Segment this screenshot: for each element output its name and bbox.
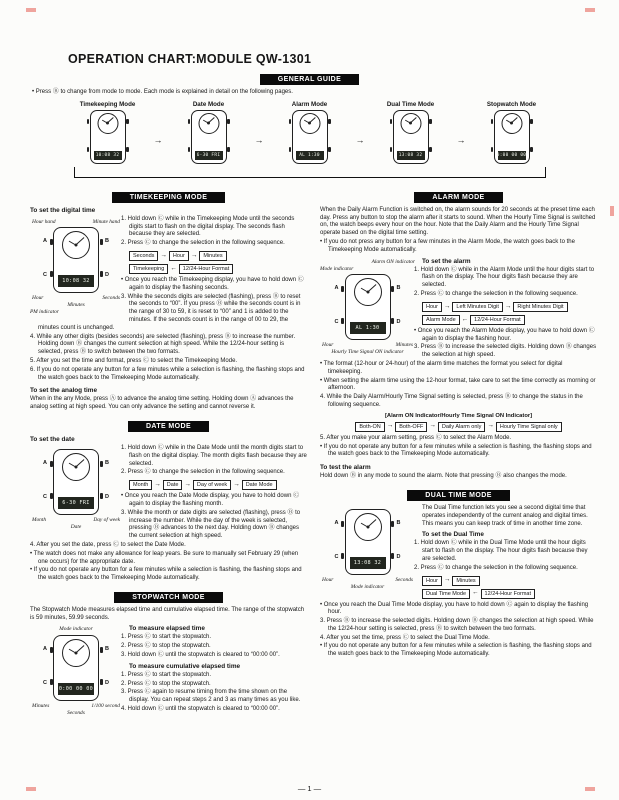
digital-display: AL 1:30 bbox=[350, 322, 386, 334]
analog-dial bbox=[198, 113, 219, 134]
dial-pivot bbox=[75, 651, 78, 654]
flow-step-box: Hour bbox=[422, 302, 442, 312]
button-c bbox=[50, 271, 53, 277]
alarm-step-3-notes bbox=[320, 361, 597, 393]
elapsed-time-title: To measure elapsed time bbox=[129, 625, 205, 633]
left-column bbox=[30, 184, 307, 719]
list-item: 3. Press Ⓒ again to resume timing from the time shown on the display. You can repeat steps 2 and 3 as many times as you like. bbox=[121, 689, 301, 704]
flow-step-box: Right Minutes Digit bbox=[513, 302, 567, 312]
mode-indicator-label: Mode indicator bbox=[350, 584, 385, 591]
digital-display: 13:08 32 bbox=[397, 151, 425, 160]
flow-arrow-icon: → bbox=[160, 251, 167, 259]
right-column bbox=[320, 184, 597, 660]
alarm-intro: When the Daily Alarm Function is switched on, the alarm sounds for 20 seconds at the preset time each day. Press any button to stop the alarm after it starts to sound. When the Hourly Time Signal is switched on, the watch beeps every hour on the hour. Note that the Daily Alarm and the Hourly Time Signal operate based on the digital time setting. bbox=[320, 206, 596, 237]
alarm-selection-flow-return bbox=[422, 315, 597, 325]
analog-dial bbox=[62, 231, 90, 259]
flow-step-box: Dual Time Mode bbox=[422, 589, 470, 599]
watch-button bbox=[188, 147, 191, 152]
list-item: 4. While any other digits (besides seconds) are selected (flashing), press Ⓑ to increase the number. Holding down Ⓑ changes the current selection at high speed. While the 12/24-hour setting is selected, press Ⓑ to switch between the two formats. bbox=[30, 333, 296, 356]
button-a-label: A bbox=[334, 284, 339, 291]
dual-selection-flow bbox=[422, 576, 597, 586]
dual-selection-flow-return bbox=[422, 589, 597, 599]
flow-arrow-icon: → bbox=[184, 480, 191, 488]
button-a bbox=[341, 521, 344, 527]
watch-illustration bbox=[90, 110, 126, 164]
page-title: OPERATION CHART:MODULE QW-1301 bbox=[68, 52, 312, 66]
watch-button bbox=[126, 147, 129, 152]
seconds-label: Seconds bbox=[102, 295, 120, 301]
timekeeping-watch-diagram bbox=[30, 218, 122, 316]
button-b bbox=[391, 521, 394, 527]
flow-note: • Once you reach the Alarm Mode display, you have to hold down Ⓒ again to display the flashing hour. bbox=[414, 327, 595, 342]
button-a-label: A bbox=[43, 238, 47, 244]
analog-dial bbox=[501, 113, 522, 134]
dual-end-note: • If you do not operate any button for a few minutes while a selection is flashing, the flashing stops and the watch goes back to the Timekeeping Mode automatically. bbox=[320, 643, 592, 658]
set-analog-time-title: To set the analog time bbox=[30, 387, 97, 395]
dial-pivot bbox=[207, 122, 210, 125]
flow-step-box: Daily Alarm only bbox=[438, 422, 485, 432]
button-c bbox=[50, 493, 53, 499]
button-d bbox=[100, 679, 103, 685]
digital-display: 13:08 32 bbox=[350, 557, 386, 569]
button-d bbox=[100, 493, 103, 499]
analog-dial bbox=[97, 113, 118, 134]
digital-display: 6-30 FRI bbox=[58, 497, 94, 509]
watch-button bbox=[87, 147, 90, 152]
watch-illustration bbox=[393, 110, 429, 164]
day-of-week-label: Day of week bbox=[93, 516, 120, 523]
hour-label: Hour bbox=[322, 576, 334, 583]
list-item: 3. While the month or date digits are selected (flashing), press Ⓑ to increase the number. While the day of the week is selected, pressing Ⓑ advances to the next day. Holding down Ⓑ changes the current selection at high speed. bbox=[121, 509, 301, 540]
set-dual-time-title: To set the Dual Time bbox=[422, 531, 484, 539]
flow-step-box: Date bbox=[163, 480, 183, 490]
watch-button bbox=[429, 147, 432, 152]
page-number: — 1 — bbox=[297, 784, 322, 793]
date-mode-notes bbox=[30, 551, 307, 583]
hour-hand-label: Hour hand bbox=[32, 218, 56, 225]
watch-illustration bbox=[191, 110, 227, 164]
watch-button bbox=[227, 119, 230, 124]
flow-step-box: Minutes bbox=[199, 251, 226, 261]
timekeeping-header: TIMEKEEPING MODE bbox=[112, 192, 226, 203]
flow-step-box: 12/24-Hour Format bbox=[470, 315, 524, 325]
flow-arrow-icon: → bbox=[386, 422, 394, 430]
minute-hand-label: Minute hand bbox=[92, 218, 120, 225]
dual-time-header: DUAL TIME MODE bbox=[407, 490, 510, 501]
button-c bbox=[341, 553, 344, 559]
list-item: 4. Hold down Ⓒ until the stopwatch is cleared to “00:00 00”. bbox=[121, 706, 280, 713]
alarm-watch-diagram bbox=[320, 258, 415, 356]
set-alarm-steps-rest bbox=[320, 435, 597, 459]
mode-arrow-icon: → bbox=[153, 134, 163, 145]
mode-block-date bbox=[165, 101, 253, 164]
button-c-label: C bbox=[43, 272, 47, 278]
dual-time-intro: The Dual Time function lets you see a second digital time that operates independently of the current analog and digital times. This means you can keep track of time in another time zone. bbox=[422, 504, 588, 527]
flow-step-box: Both-ON bbox=[355, 422, 384, 432]
watch-illustration bbox=[43, 635, 109, 701]
digital-display: 0:00 00 00 bbox=[496, 152, 527, 158]
mode-block-alarm bbox=[266, 101, 354, 164]
button-c bbox=[50, 679, 53, 685]
list-item: 6. If you do not operate any button for a few minutes while a selection is flashing, the flashing stops and the watch goes back to the Timekeeping Mode automatically. bbox=[30, 366, 305, 381]
digital-display: 0:00 00 00 bbox=[58, 683, 94, 695]
flow-note: • Once you reach the Date Mode display, you have to hold down Ⓒ again to display the flashing month. bbox=[121, 493, 300, 507]
watch-illustration bbox=[43, 227, 109, 293]
minutes-label: Minutes bbox=[67, 302, 85, 309]
watch-button bbox=[530, 147, 533, 152]
flow-step-box: Hour bbox=[422, 576, 442, 586]
button-b-label: B bbox=[105, 645, 109, 652]
mode-indicator-label: Mode indicator bbox=[320, 265, 354, 272]
stopwatch-section bbox=[30, 584, 307, 719]
button-a bbox=[50, 239, 53, 245]
watch-button bbox=[429, 119, 432, 124]
analog-dial bbox=[299, 113, 320, 134]
button-b-label: B bbox=[105, 459, 109, 466]
test-alarm-title: To test the alarm bbox=[320, 464, 371, 472]
list-item: 3. Hold down Ⓒ until the stopwatch is cleared to “00:00 00”. bbox=[121, 652, 280, 659]
indicator-flow-caption: [Alarm ON Indicator/Hourly Time Signal ON Indicator] bbox=[384, 412, 533, 419]
mode-diagrams-row bbox=[0, 101, 619, 164]
list-item: 2. Press Ⓒ to change the selection in the following sequence. bbox=[414, 564, 578, 571]
button-a-label: A bbox=[43, 645, 47, 652]
hourly-time-signal-label: Hourly Time Signal ON indicator bbox=[331, 349, 404, 356]
watch-button bbox=[289, 147, 292, 152]
date-label: Date bbox=[70, 524, 82, 531]
list-item: 1. Hold down Ⓒ while in the Dual Time Mode until the hour digits start to flash on the display. The hour digits flash because they are selected. bbox=[414, 540, 588, 562]
watch-button bbox=[328, 119, 331, 124]
alarm-selection-flow bbox=[422, 302, 597, 312]
alarm-on-indicator-label: Alarm ON indicator bbox=[371, 258, 415, 265]
button-a bbox=[341, 286, 344, 292]
list-item: 2. Press Ⓒ to change the selection in the following sequence. bbox=[121, 469, 285, 476]
general-guide-intro: • Press Ⓑ to change from mode to mode. Each mode is explained in detail on the following pages. bbox=[32, 89, 293, 95]
set-digital-time-title: To set the digital time bbox=[30, 206, 96, 214]
flow-note: • Once you reach the Timekeeping display, you have to hold down Ⓒ again to display the flashing seconds. bbox=[121, 276, 304, 291]
list-item: • If you do not operate any button for a few minutes while a selection is flashing, the flashing stops and the watch goes back to the Timekeeping Mode automatically. bbox=[30, 567, 302, 582]
mode-block-stopwatch bbox=[468, 101, 556, 164]
button-c bbox=[341, 318, 344, 324]
alarm-intro-note: • If you do not press any button for a few minutes in the Alarm Mode, the watch goes back to the Timekeeping Mode automatically. bbox=[320, 238, 575, 253]
watch-button bbox=[126, 119, 129, 124]
flow-arrow-icon: → bbox=[443, 302, 451, 310]
flow-step-box: Alarm Mode bbox=[422, 315, 460, 325]
watch-button bbox=[530, 119, 533, 124]
button-c-label: C bbox=[334, 318, 339, 325]
dial-pivot bbox=[106, 122, 109, 125]
timekeeping-selection-flow-return bbox=[129, 264, 307, 274]
flow-arrow-icon: → bbox=[443, 576, 451, 584]
flow-arrow-icon: ← bbox=[461, 315, 469, 323]
mode-indicator-label: Mode indicator bbox=[59, 626, 93, 633]
dual-time-watch-diagram bbox=[320, 507, 415, 590]
cumulative-time-title: To measure cumulative elapsed time bbox=[129, 662, 241, 670]
seconds-label: Seconds bbox=[395, 576, 413, 583]
button-d bbox=[391, 318, 394, 324]
list-item: 3. Press Ⓑ to increase the selected digits. Holding down Ⓑ changes the selection at high speed. While the 12/24-hour setting is selected, press Ⓑ to switch between the two formats. bbox=[320, 618, 594, 632]
watch-button bbox=[491, 147, 494, 152]
button-d-label: D bbox=[105, 272, 109, 278]
watch-button bbox=[390, 147, 393, 152]
mode-label: Alarm Mode bbox=[291, 100, 328, 108]
hour-label: Hour bbox=[322, 341, 334, 348]
digital-display: 6-30 FRI bbox=[195, 151, 223, 160]
list-item: 2. Press Ⓒ to stop the stopwatch. bbox=[121, 680, 211, 687]
analog-dial bbox=[400, 113, 421, 134]
minutes-label: Minutes bbox=[395, 341, 413, 348]
flow-arrow-icon: ← bbox=[472, 589, 479, 597]
set-dual-steps-rest bbox=[320, 618, 597, 642]
list-item: 3. While the seconds digits are selected (flashing), press Ⓑ to reset the seconds to “00”. If you press Ⓑ while the seconds count is in the range of 30 to 59, it is reset to “00” and 1 is added to the minutes. If the seconds count is in the range of 00 to 29, the minutes count is unchanged. bbox=[38, 293, 301, 331]
date-watch-diagram bbox=[30, 447, 122, 530]
hundredth-second-label: 1/100 second bbox=[91, 702, 120, 709]
seconds-label: Seconds bbox=[67, 709, 85, 716]
watch-illustration bbox=[334, 274, 401, 340]
mode-block-dual-time bbox=[367, 101, 455, 164]
list-item: 1. Press Ⓒ to start the stopwatch. bbox=[121, 634, 212, 641]
pm-indicator-label: PM indicator bbox=[30, 309, 59, 316]
button-a bbox=[50, 461, 53, 467]
dial-pivot bbox=[75, 244, 78, 247]
flow-step-box: Left Minutes Digit bbox=[452, 302, 503, 312]
registration-mark bbox=[585, 8, 595, 12]
set-analog-time-body: When in the any Mode, press Ⓐ to advance the analog time setting. Holding down Ⓐ advances the analog setting at high speed. You can only advance the setting and cannot reverse it. bbox=[30, 396, 294, 411]
digital-display: 10:08 32 bbox=[94, 151, 122, 160]
hour-label: Hour bbox=[32, 295, 44, 301]
button-a-label: A bbox=[43, 459, 47, 466]
date-mode-section bbox=[30, 413, 307, 584]
timekeeping-selection-flow bbox=[129, 251, 307, 261]
button-d-label: D bbox=[396, 318, 401, 325]
dial-pivot bbox=[366, 525, 369, 528]
stopwatch-header: STOPWATCH MODE bbox=[114, 592, 223, 603]
button-b bbox=[100, 239, 103, 245]
button-b-label: B bbox=[396, 284, 401, 291]
date-mode-header: DATE MODE bbox=[128, 421, 209, 432]
flow-arrow-icon: → bbox=[487, 422, 494, 430]
dial-pivot bbox=[366, 290, 369, 293]
watch-illustration bbox=[494, 110, 530, 164]
registration-mark bbox=[26, 8, 36, 12]
list-item: 2. Press Ⓒ to change the selection in the following sequence. bbox=[121, 240, 285, 247]
test-alarm-body: Hold down Ⓑ in any mode to sound the alarm. Note that pressing Ⓑ also changes the mode. bbox=[320, 473, 567, 480]
minutes-label: Minutes bbox=[32, 702, 50, 709]
button-b-label: B bbox=[105, 238, 109, 244]
stopwatch-watch-diagram bbox=[30, 625, 122, 716]
flow-step-box: Date Mode bbox=[242, 480, 277, 490]
button-b-label: B bbox=[396, 519, 401, 526]
watch-button bbox=[289, 119, 292, 124]
watch-illustration bbox=[43, 449, 109, 515]
button-c-label: C bbox=[43, 679, 47, 686]
dial-pivot bbox=[308, 122, 311, 125]
button-c-label: C bbox=[334, 553, 339, 560]
analog-dial bbox=[62, 639, 90, 667]
list-item: 4. After you set the time, press Ⓒ to select the Dual Time Mode. bbox=[320, 634, 490, 641]
flow-step-box: Hourly Time Signal only bbox=[496, 422, 562, 432]
flow-arrow-icon: → bbox=[429, 422, 436, 430]
digital-display: 10:08 32 bbox=[58, 275, 94, 287]
list-item: • If you do not operate any button for a few minutes while a selection is flashing, the flashing stops and the watch goes back to the Timekeeping Mode automatically. bbox=[320, 443, 592, 458]
set-date-title: To set the date bbox=[30, 435, 75, 443]
button-d-label: D bbox=[105, 679, 109, 686]
flow-arrow-icon: ← bbox=[170, 264, 177, 272]
mode-arrow-icon: → bbox=[254, 134, 264, 145]
flow-arrow-icon: → bbox=[190, 251, 198, 259]
flow-arrow-icon: → bbox=[233, 480, 240, 488]
button-d bbox=[100, 271, 103, 277]
watch-illustration bbox=[292, 110, 328, 164]
list-item: 2. Press Ⓒ to stop the stopwatch. bbox=[121, 643, 211, 650]
alarm-header: ALARM MODE bbox=[414, 192, 502, 203]
button-b bbox=[100, 647, 103, 653]
flow-step-box: Both-OFF bbox=[395, 422, 427, 432]
dial-pivot bbox=[409, 122, 412, 125]
set-alarm-title: To set the alarm bbox=[422, 257, 471, 265]
date-selection-flow bbox=[129, 480, 307, 490]
list-item: 1. Hold down Ⓒ while in the Timekeeping Mode until the seconds digits start to flash on the digital display. The seconds flash because they are selected. bbox=[121, 215, 295, 238]
flow-step-box: Day of week bbox=[193, 480, 231, 490]
list-item: 5. After you make your alarm setting, press Ⓒ to select the Alarm Mode. bbox=[320, 434, 512, 441]
list-item: • The format (12-hour or 24-hour) of the alarm time matches the format you select for digital timekeeping. bbox=[320, 360, 563, 375]
analog-dial bbox=[354, 513, 382, 541]
digital-display: AL 1:30 bbox=[296, 151, 324, 160]
mode-block-timekeeping bbox=[64, 101, 152, 164]
flow-step-box: Timekeeping bbox=[129, 264, 168, 274]
alarm-step-3: 3. Press Ⓑ to increase the selected digits. Holding down Ⓑ changes the selection at high speed. bbox=[414, 344, 597, 359]
list-item: • The watch does not make any allowance for leap years. Be sure to manually set February 29 (when one occurs) for the appropriate date. bbox=[30, 550, 299, 565]
button-d-label: D bbox=[105, 493, 109, 500]
button-c-label: C bbox=[43, 493, 47, 500]
alarm-section bbox=[320, 184, 597, 482]
indicator-status-flow bbox=[320, 422, 597, 432]
month-label: Month bbox=[32, 516, 47, 523]
button-d-label: D bbox=[396, 553, 401, 560]
analog-dial bbox=[62, 453, 90, 481]
mode-cycle-loop-line bbox=[74, 167, 546, 178]
button-a-label: A bbox=[334, 519, 339, 526]
flow-note: • Once you reach the Dual Time Mode display, you have to hold down Ⓒ again to display the flashing hour. bbox=[320, 601, 589, 616]
analog-dial bbox=[354, 278, 382, 306]
button-b bbox=[391, 286, 394, 292]
mode-label: Timekeeping Mode bbox=[79, 100, 136, 108]
button-a bbox=[50, 647, 53, 653]
button-d bbox=[391, 553, 394, 559]
watch-button bbox=[491, 119, 494, 124]
general-guide-header: GENERAL GUIDE bbox=[260, 74, 359, 85]
mode-arrow-icon: → bbox=[456, 134, 466, 145]
flow-arrow-icon: → bbox=[504, 302, 512, 310]
dial-pivot bbox=[75, 465, 78, 468]
two-column-content bbox=[0, 184, 619, 719]
list-item: 4. After you set the date, press Ⓒ to select the Date Mode. bbox=[30, 541, 186, 548]
mode-arrow-icon: → bbox=[355, 134, 365, 145]
registration-mark bbox=[610, 206, 614, 216]
watch-button bbox=[188, 119, 191, 124]
list-item: 1. Hold down Ⓒ while in the Date Mode until the month digits start to flash on the digital display. The month digits flash because they are selected. bbox=[121, 444, 307, 467]
alarm-step-4: 4. While the Daily Alarm/Hourly Time Signal setting is selected, press Ⓑ to change the status in the following sequence. bbox=[320, 394, 583, 408]
list-item: 1. Press Ⓒ to start the stopwatch. bbox=[121, 671, 212, 678]
flow-step-box: 12/24-Hour Format bbox=[481, 589, 535, 599]
flow-step-box: Month bbox=[129, 480, 152, 490]
list-item: 5. After you set the time and format, press Ⓒ to select the Timekeeping Mode. bbox=[30, 357, 238, 364]
flow-step-box: Hour bbox=[169, 251, 189, 261]
dial-pivot bbox=[510, 122, 513, 125]
dual-time-section bbox=[320, 482, 597, 660]
watch-button bbox=[328, 147, 331, 152]
flow-step-box: 12/24-Hour Format bbox=[179, 264, 233, 274]
general-guide-section bbox=[0, 66, 619, 178]
flow-step-box: Minutes bbox=[452, 576, 479, 586]
flow-arrow-icon: → bbox=[154, 480, 161, 488]
watch-button bbox=[227, 147, 230, 152]
mode-label: Dual Time Mode bbox=[386, 100, 435, 108]
list-item: • When setting the alarm time using the 12-hour format, take care to set the time correctly as morning or afternoon. bbox=[320, 377, 596, 392]
list-item: 2. Press Ⓒ to change the selection in the following sequence. bbox=[414, 290, 578, 297]
watch-button bbox=[390, 119, 393, 124]
list-item: 1. Hold down Ⓒ while in the Alarm Mode until the hour digits start to flash on the display. The hour digits flash because they are selected. bbox=[414, 266, 595, 289]
timekeeping-section bbox=[30, 184, 307, 413]
stopwatch-intro: The Stopwatch Mode measures elapsed time and cumulative elapsed time. The range of the stopwatch is 59 minutes, 59.99 seconds. bbox=[30, 606, 305, 621]
watch-illustration bbox=[334, 509, 401, 575]
mode-label: Stopwatch Mode bbox=[486, 100, 537, 108]
button-b bbox=[100, 461, 103, 467]
mode-label: Date Mode bbox=[192, 100, 225, 108]
flow-step-box: Seconds bbox=[129, 251, 158, 261]
watch-button bbox=[87, 119, 90, 124]
